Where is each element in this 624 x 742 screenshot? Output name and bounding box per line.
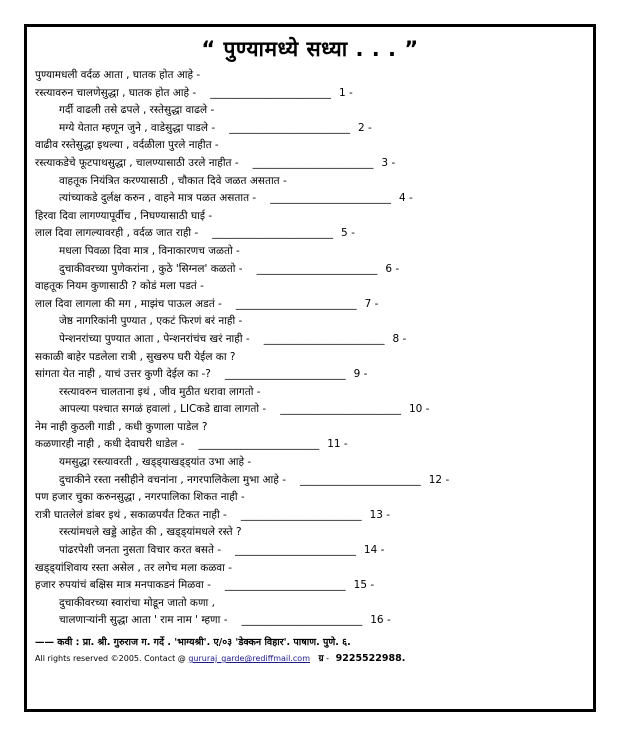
poem-line [35,612,587,630]
poem-line [35,331,587,349]
poem-line-text: वाढीव रस्तेसुद्धा इथल्या , वर्दळीला पुरले नाहीत - [35,139,219,152]
verse-number: 12 - [428,473,450,486]
poem-line [35,137,587,155]
verse-number: 9 - [353,368,368,381]
verse-number: 2 - [357,121,372,134]
verse-blank: _______________________ [235,544,356,557]
poem-line [35,401,587,419]
verse-blank: _______________________ [224,579,346,592]
verse-number: 1 - [338,86,353,99]
poem-line-text: पुण्यामधली वर्दळ आता , घातक होत आहे - [35,69,201,81]
verse-blank: _______________________ [210,86,331,99]
poem-line-text: त्यांच्याकडे दुर्लक्ष करुन , वाहने मात्र पळत असतात - [59,192,257,205]
poem-line-text: जेष्ठ नागरिकांनी पुण्यात , एकटं फिरणं बरं नाही - [59,315,243,328]
email-link[interactable]: gururaj_garde@rediffmail.com [188,654,310,663]
verse-blank: _______________________ [280,403,401,416]
poem-line-text: सांगता येत नाही , याचं उत्तर कुणी देईल का -? [35,368,211,381]
verse-blank: _______________________ [224,368,346,381]
poem-line [35,278,587,296]
verse-number: 15 - [353,579,375,592]
poem-line [35,313,587,331]
page-frame [24,24,596,712]
poem-line-text: सकाळी बाहेर पडलेला रात्री , सुखरुप घरी येईल का ? [35,350,236,363]
poem-line-text: पांढरपेशी जनता नुसता विचार करत बसते - [59,544,222,557]
contact-dash: - [326,654,330,663]
verse-number: 8 - [392,332,407,345]
poem-line [35,472,587,490]
poem-line-text: लाल दिवा लागल्यावरही , वर्दळ जात राही - [35,227,199,240]
poem-line-text: दुचाकीवरच्या पुणेकरांना , कुठे 'सिग्नल' कळतो - [59,262,243,275]
poem-line-text: रात्री घातलेलं डांबर इथं , सकाळपर्यंत टिकत नाही - [35,508,227,521]
poem-line-text: खड्ड्यांशिवाय रस्ता असेल , तर लगेच मला कळवा - [35,561,232,574]
poem-line-text: मग्ये येतात म्हणून जुने , वाडेसुद्धा पाडले - [59,121,216,134]
verse-number: 16 - [370,614,391,627]
poem-line-text: पण हजार चुका करुनसुद्धा , नगरपालिका शिकत नाही - [35,491,245,504]
poem-line-text: रस्त्याकडेचे फूटपाथसुद्धा , चालण्यासाठी उरले नाहीत - [35,156,239,169]
poem-line [35,102,587,120]
poem-line [35,366,587,384]
poem-line-text: आपल्या पश्चात सगळं हवालां , LICकडे द्यावा लागतो - [59,403,267,416]
poem-line-text: नेम नाही कुठली गाडी , कधी कुणाला पाडेल ? [35,420,208,433]
poem-line [35,384,587,402]
poem-title: “ पुण्यामध्ये सध्या . . . ” [201,37,419,61]
poem-body [35,67,587,630]
verse-blank: _______________________ [241,614,363,627]
verse-blank: _______________________ [212,227,334,240]
poem-line-text: रस्त्यांमधले खड्डे आहेत की , खड्ड्यांमधले रस्ते ? [59,526,242,539]
poem-line [35,489,587,507]
verse-blank: _______________________ [229,121,350,134]
poem-line-text: पेन्शनरांच्या पुण्यात आता , पेन्शनरांचंच खरं नाही - [59,332,250,345]
poem-line-text: वाहतूक नियंत्रित करण्यासाठी , चौकात दिवे जळत असतात - [59,174,287,187]
verse-blank: _______________________ [198,438,320,451]
phone-number: 9225522988. [335,653,406,664]
poem-line-text: कळणारही नाही , कधी देवाघरी धाडेल - [35,438,185,451]
poem-line-text: हजार रुपयांचं बक्षिस मात्र मनपाकडनं मिळवा - [35,579,211,592]
poem-line [35,225,587,243]
poem-line-text: रस्त्यावरुन चालताना इथं , जीव मुठीत धरावा लागतो - [59,385,261,398]
poem-line [35,155,587,173]
poem-line [35,296,587,314]
verse-number: 7 - [364,297,379,310]
verse-blank: _______________________ [252,156,374,169]
poem-line [35,243,587,261]
verse-blank: _______________________ [240,508,362,521]
poem-line [35,208,587,226]
verse-blank: _______________________ [263,332,385,345]
poem-line [35,120,587,138]
poem-line [35,454,587,472]
verse-number: 5 - [341,227,355,240]
poem-line-text: रस्त्यावरुन चालणेसुद्धा , घातक होत आहे - [35,86,197,99]
verse-blank: _______________________ [270,192,391,205]
poem-line [35,85,587,103]
poem-line [35,560,587,578]
verse-number: 3 - [381,156,396,169]
rights-text: All rights reserved ©2005. Contact @ [35,654,186,663]
poem-line-text: गर्दी वाढली तसे ढपले , रस्तेसुद्धा वाढले - [59,104,215,117]
verse-number: 6 - [385,262,400,275]
poem-line [35,524,587,542]
verse-blank: _______________________ [235,297,357,310]
poem-line [35,595,587,613]
contact-line [35,651,405,664]
author-line: —— कवी : प्रा. श्री. गुरुराज ग. गर्दे . 'भाग्यश्री'. ए/०३ 'डेक्कन विहार'. पाषाण. पुणे. ६. [35,637,351,648]
poem-line [35,190,587,208]
poem-line [35,349,587,367]
signature-mark: ग्र [318,654,324,664]
poem-line-text: हिरवा दिवा लागण्यापूर्वीच , निघण्यासाठी घाई - [35,209,213,222]
verse-number: 10 - [408,403,430,416]
poem-line-text: लाल दिवा लागला की मग , माझंच पाऊल अडतं - [35,297,222,310]
poem-line-text: दुचाकीवरच्या स्वारांचा मोडून जातो कणा , [59,596,215,609]
poem-line-text: वाहतूक नियम कुणासाठी ? कोडं मला पडतं - [35,280,204,293]
verse-blank: _______________________ [300,473,421,486]
poem-line [35,436,587,454]
poem-line [35,577,587,595]
poem-line-text: मधला पिवळा दिवा मात्र , विनाकारणच जळतो - [59,244,240,257]
poem-line-text: चालणाऱ्यांनी सुद्धा आता ' राम नाम ' म्हणा - [59,614,228,627]
verse-blank: _______________________ [256,262,378,275]
poem-line [35,542,587,560]
poem-line [35,173,587,191]
verse-number: 11 - [327,438,348,451]
poem-line [35,419,587,437]
verse-number: 13 - [369,508,391,521]
verse-number: 4 - [398,192,413,205]
poem-line [35,507,587,525]
poem-line-text: दुचाकीने रस्ता नसीहीने वचनांना , नगरपालिकेला मुभा आहे - [59,473,286,486]
poem-line-text: यमसुद्धा रस्त्यावरती , खड्ड्याखड्ड्यांत उभा आहे - [59,456,252,469]
poem-line [35,261,587,279]
verse-number: 14 - [363,544,385,557]
poem-line [35,67,587,85]
